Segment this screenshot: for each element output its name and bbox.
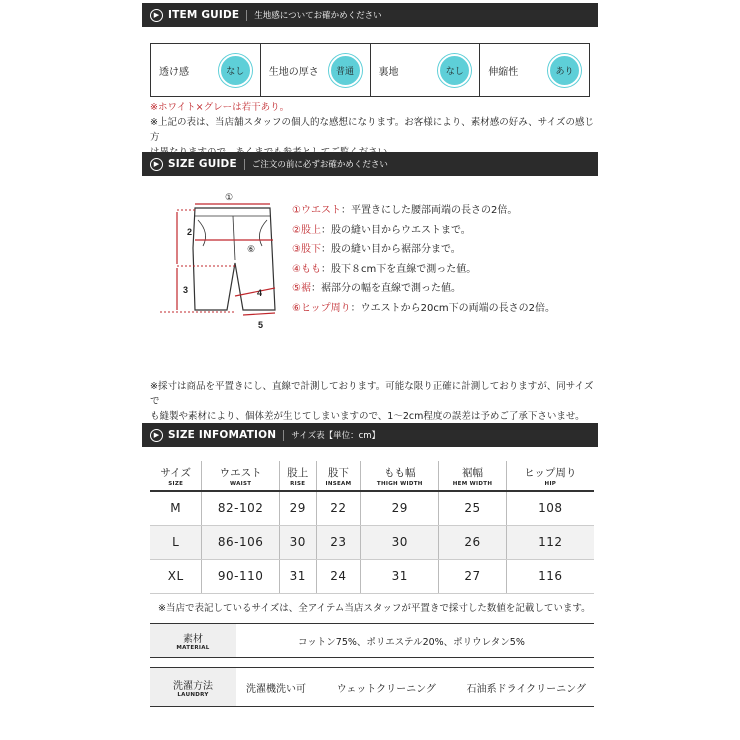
col-header: 股下 INSEAM [316,461,361,491]
guide-cell-lining [371,44,481,96]
chevron-right-icon: ▶ [150,9,163,22]
size-guide-header [142,152,598,176]
laundry-method: 洗濯機洗い可 [246,683,306,695]
dimension-item [292,299,555,319]
dimension-item [292,240,555,260]
size-info-subtitle: サイズ表【単位：cm】 [291,431,381,441]
table-cell: 90-110 [202,559,279,593]
table-cell: 22 [316,491,361,525]
guide-value-badge: なし [438,54,471,87]
guide-label: 裏地 [378,66,399,78]
divider [244,159,245,170]
laundry-method: 石油系ドライクリーニング [466,683,586,695]
dimension-key: ③股下 [292,244,321,255]
hem-measure [243,313,275,315]
guide-label: 生地の厚さ [268,66,319,78]
table-cell: 82-102 [202,491,279,525]
item-guide-header [142,3,598,27]
dimension-desc: ：裾部分の幅を直線で測った値。 [310,283,461,294]
item-guide-title: ITEM GUIDE [168,9,240,21]
measurement-note [150,379,600,424]
label-hem: 5 [258,320,264,330]
guide-cell-stretch [480,44,589,96]
table-cell: 108 [506,491,594,525]
table-cell: 86-106 [202,525,279,559]
table-cell: 30 [361,525,439,559]
material-label-en: MATERIAL [176,645,210,651]
note-line: ※上記の表は、当店舗スタッフの個人的な感想になります。お客様により、素材感の好み、サイズの感じ方 [150,117,595,143]
table-cell: 24 [316,559,361,593]
guide-label: 伸縮性 [488,66,519,78]
table-cell: 26 [439,525,506,559]
item-guide-subtitle: 生地感についてお確かめください [254,11,382,21]
dimension-item [292,201,555,221]
table-cell: 25 [439,491,506,525]
table-cell: 27 [439,559,506,593]
size-info-title: SIZE INFOMATION [168,429,277,441]
dimension-key: ①ウエスト [292,205,341,216]
divider [283,430,284,441]
dimension-desc: ：股の縫い目からウエストまで。 [320,224,471,236]
chevron-right-icon: ▶ [150,429,163,442]
guide-cell-transparency [151,44,261,96]
col-header: サイズ SIZE [150,461,202,491]
dimension-item [292,279,555,299]
table-cell: 31 [361,559,439,593]
material-value: コットン75%、ポリエステル20%、ポリウレタン5% [298,636,525,648]
laundry-label-en: LAUNDRY [177,691,209,698]
table-cell: 29 [361,491,439,525]
material-label: 素材 [183,634,203,645]
table-cell: L [150,525,202,559]
col-header: 裾幅 HEM WIDTH [439,461,506,491]
table-row [150,559,594,593]
dimension-desc: ：股の縫い目から裾部分まで。 [320,244,461,255]
divider [246,10,247,21]
dimension-desc: ：股下８cm下を直線で測った値。 [320,263,477,275]
guide-value-badge: なし [219,54,252,87]
size-table-header [150,461,594,491]
size-info-note: ※当店で表記しているサイズは、全アイテム当店スタッフが平置きで採寸した数値を記載しています。 [158,603,591,614]
table-cell: 30 [279,525,316,559]
size-guide-title: SIZE GUIDE [168,158,237,170]
dimension-key: ⑥ヒップ周り [292,302,351,314]
guide-cell-thickness [261,44,371,96]
note-line: も縫製や素材により、個体差が生じてしまいますので、1〜2cm程度の誤差は予めご了承下さいませ。 [150,411,585,422]
table-cell: M [150,491,202,525]
dimension-item [292,221,555,241]
guide-value-badge: あり [548,54,581,87]
label-inseam: 3 [183,285,189,295]
table-row [150,491,594,525]
table-cell: 116 [506,559,594,593]
size-info-header [142,423,598,447]
label-hip: ⑥ [247,244,256,254]
laundry-values [236,680,594,695]
table-row [150,525,594,559]
size-guide-subtitle: ご注文の前に必ずお確かめください [251,160,388,170]
dimension-desc: ：平置きにした腰部両端の長さの2倍。 [340,205,518,216]
dimension-key: ⑤裾 [292,283,311,294]
note-line: ※採寸は商品を平置きにし、直線で計測しております。可能な限り正確に計測しておりますが、同サイズで [150,381,594,407]
label-rise: 2 [187,227,193,237]
col-header: 股上 RISE [279,461,316,491]
guide-label: 透け感 [159,66,189,78]
material-row [150,623,594,658]
dimension-desc: ：ウエストから20cm下の両端の長さの2倍。 [350,302,555,314]
table-cell: 29 [279,491,316,525]
table-cell: 23 [316,525,361,559]
label-waist: ① [224,192,234,202]
dimension-key: ②股上 [292,224,321,236]
material-header [150,624,236,657]
label-thigh: 4 [257,288,263,298]
laundry-label: 洗濯方法 [173,680,213,692]
laundry-header [150,668,236,706]
dimension-list [292,201,555,318]
shorts-diagram [155,188,285,333]
laundry-method: ウェットクリーニング [336,683,436,695]
size-table [150,461,594,594]
shorts-outline [193,208,275,310]
col-header: ヒップ周り HIP [506,461,594,491]
dimension-key: ④もも [292,263,321,275]
item-guide-table [150,43,590,97]
guide-value-badge: 普通 [329,54,362,87]
laundry-row [150,667,594,707]
col-header: もも幅 THIGH WIDTH [361,461,439,491]
color-note: ※ホワイト×グレーは若干あり。 [150,102,290,113]
chevron-right-icon: ▶ [150,158,163,171]
col-header: ウエスト WAIST [202,461,279,491]
dimension-item [292,260,555,280]
table-cell: 31 [279,559,316,593]
table-cell: 112 [506,525,594,559]
table-cell: XL [150,559,202,593]
